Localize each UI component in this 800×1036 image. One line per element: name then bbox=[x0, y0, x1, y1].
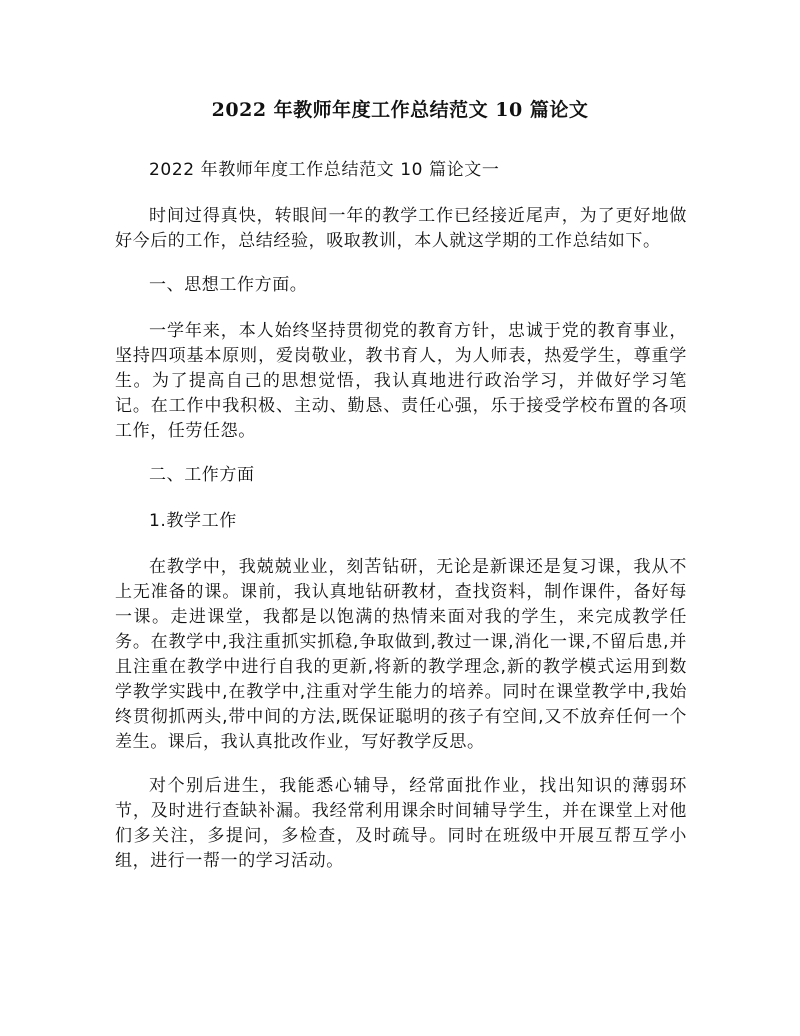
paragraph-ideology: 一学年来，本人始终坚持贯彻党的教育方针，忠诚于党的教育事业，坚持四项基本原则，爱岗敬业，教书育人，为人师表，热爱学生，尊重学生。为了提高自己的思想觉悟，我认真地进行政治学习，并做好学习笔记。在工作中我积极、主动、勤恳、责任心强，乐于接受学校布置的各项工作，任劳任怨。 bbox=[115, 321, 687, 441]
section-heading-work: 二、工作方面 bbox=[149, 465, 255, 485]
section-heading-ideology: 一、思想工作方面。 bbox=[149, 275, 308, 295]
paragraph-intro: 时间过得真快，转眼间一年的教学工作已经接近尾声，为了更好地做好今后的工作，总结经验，吸取教训，本人就这学期的工作总结如下。 bbox=[115, 206, 687, 251]
paragraph-tutoring: 对个别后进生，我能悉心辅导，经常面批作业，找出知识的薄弱环节，及时进行查缺补漏。我经常利用课余时间辅导学生，并在课堂上对他们多关注，多提问，多检查，及时疏导。同时在班级中开展互帮互学小组，进行一帮一的学习活动。 bbox=[115, 776, 687, 871]
subsection-heading-teaching: 1.教学工作 bbox=[149, 511, 237, 531]
document-title: 2022 年教师年度工作总结范文 10 篇论文 bbox=[211, 99, 589, 121]
document-body bbox=[115, 158, 687, 893]
section-heading-article-one: 2022 年教师年度工作总结范文 10 篇论文一 bbox=[149, 160, 500, 180]
paragraph-teaching: 在教学中，我兢兢业业，刻苦钻研，无论是新课还是复习课，我从不上无准备的课。课前，我认真地钻研教材，查找资料，制作课件，备好每一课。走进课堂，我都是以饱满的热情来面对我的学生，来完成教学任务。在教学中,我注重抓实抓稳,争取做到,教过一课,消化一课,不留后患,并且注重在教学中进行自我的更新,将新的教学理念,新的教学模式运用到数学教学实践中,在教学中,注重对学生能力的培养。同时在课堂教学中,我始终贯彻抓两头,带中间的方法,既保证聪明的孩子有空间,又不放弃任何一个差生。课后，我认真批改作业，写好教学反思。 bbox=[115, 557, 687, 752]
